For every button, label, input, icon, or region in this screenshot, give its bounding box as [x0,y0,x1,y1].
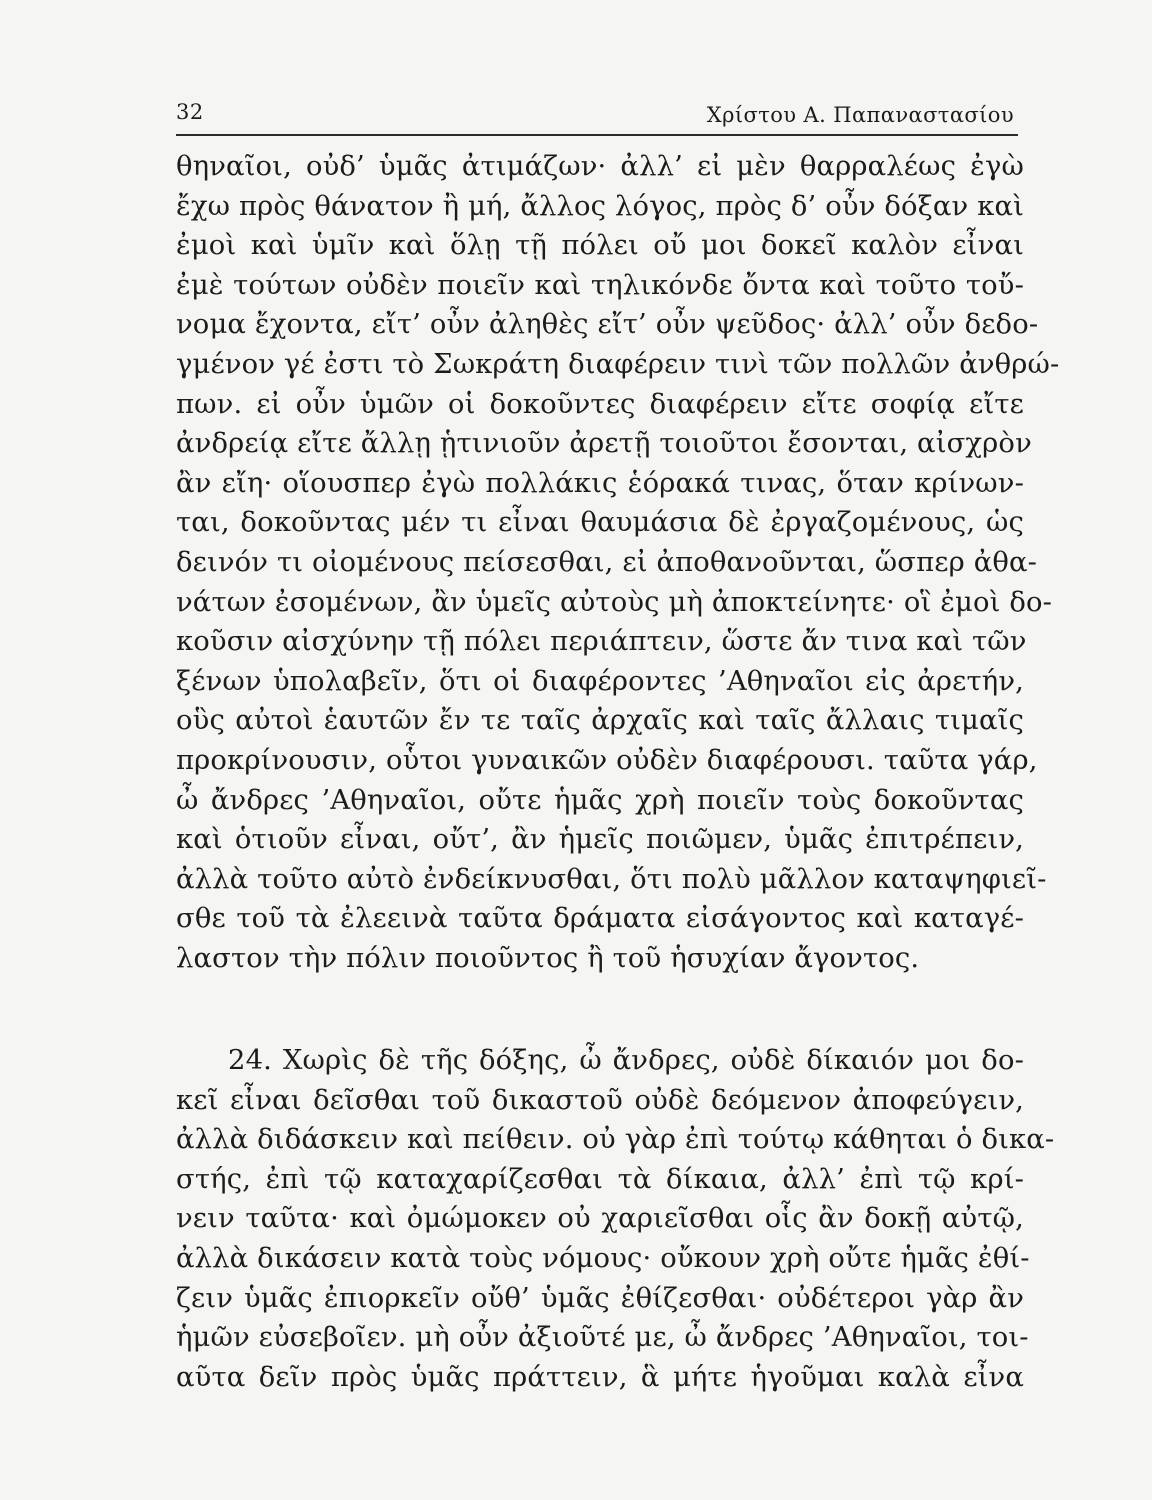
text-line: αῦτα δεῖν πρὸς ὑμᾶς πράττειν, ἃ μήτε ἡγοῦμαι καλὰ εἶνα [176,1361,1024,1393]
text-line: ται, δοκοῦντας μέν τι εἶναι θαυμάσια δὲ ἐργαζομένους, ὡς [176,507,1024,539]
text-line: σθε τοῦ τὰ ἐλεεινὰ ταῦτα δράματα εἰσάγοντος καὶ καταγέ- [176,903,1024,935]
text-line: γμένον γέ ἐστι τὸ Σωκράτη διαφέρειν τινὶ τῶν πολλῶν ἀνθρώ- [176,348,1060,380]
header-rule [176,134,1018,136]
text-line: κεῖ εἶναι δεῖσθαι τοῦ δικαστοῦ οὐδὲ δεόμενον ἀποφεύγειν, [176,1084,1024,1116]
running-head-author: Χρίστου Α. Παπαναστασίου [706,103,1014,127]
text-line: 24. Χωρὶς δὲ τῆς δόξης, ὦ ἄνδρες, οὐδὲ δίκαιόν μοι δο- [228,1045,1024,1076]
text-line: δεινόν τι οἰομένους πείσεσθαι, εἰ ἀποθανοῦνται, ὥσπερ ἀθα- [176,546,1038,578]
text-line: κοῦσιν αἰσχύνην τῇ πόλει περιάπτειν, ὥστε ἄν τινα καὶ τῶν [176,626,1027,658]
text-line: καὶ ὁτιοῦν εἶναι, οὔτ’, ἂν ἡμεῖς ποιῶμεν, ὑμᾶς ἐπιτρέπειν, [176,824,1024,856]
text-line: ζειν ὑμᾶς ἐπιορκεῖν οὔθ’ ὑμᾶς ἐθίζεσθαι· οὐδέτεροι γὰρ ἂν [176,1282,1024,1314]
text-line: ὦ ἄνδρες ’Αθηναῖοι, οὔτε ἡμᾶς χρὴ ποιεῖν τοὺς δοκοῦντας [176,784,1024,816]
paragraph-continuation [176,147,1060,978]
text-line: ἀλλὰ τοῦτο αὐτὸ ἐνδείκνυσθαι, ὅτι πολὺ μᾶλλον καταψηφιεῖ- [176,863,1047,895]
text-line: στής, ἐπὶ τῷ καταχαρίζεσθαι τὰ δίκαια, ἀλλ’ ἐπὶ τῷ κρί- [176,1163,1024,1195]
page-number: 32 [176,100,204,124]
text-line: ἔχω πρὸς θάνατον ἢ μή, ἄλλος λόγος, πρὸς δ’ οὖν δόξαν καὶ [176,190,1024,222]
text-line: ἀλλὰ δικάσειν κατὰ τοὺς νόμους· οὔκουν χρὴ οὔτε ἡμᾶς ἐθί- [176,1242,1030,1274]
text-line: ξένων ὑπολαβεῖν, ὅτι οἱ διαφέροντες ’Αθηναῖοι εἰς ἀρετήν, [176,665,1024,697]
text-line: οὓς αὐτοὶ ἑαυτῶν ἔν τε ταῖς ἀρχαῖς καὶ ταῖς ἄλλαις τιμαῖς [176,705,1024,737]
text-line: ἡμῶν εὐσεβοῖεν. μὴ οὖν ἀξιοῦτέ με, ὦ ἄνδρες ’Αθηναῖοι, τοι- [176,1322,1029,1354]
text-line: ἐμοὶ καὶ ὑμῖν καὶ ὅλῃ τῇ πόλει οὔ μοι δοκεῖ καλὸν εἶναι [176,230,1024,262]
text-line: νάτων ἐσομένων, ἂν ὑμεῖς αὐτοὺς μὴ ἀποκτείνητε· οἳ ἐμοὶ δο- [176,586,1053,618]
text-line: νειν ταῦτα· καὶ ὀμώμοκεν οὐ χαριεῖσθαι οἷς ἂν δοκῇ αὐτῷ, [176,1203,1024,1235]
text-line: ἐμὲ τούτων οὐδὲν ποιεῖν καὶ τηλικόνδε ὄντα καὶ τοῦτο τοὔ- [176,269,1024,301]
section-24-paragraph [176,1041,1055,1397]
text-line: θηναῖοι, οὐδ’ ὑμᾶς ἀτιμάζων· ἀλλ’ εἰ μὲν θαρραλέως ἐγὼ [176,151,1024,182]
text-line: ἀλλὰ διδάσκειν καὶ πείθειν. οὐ γὰρ ἐπὶ τούτῳ κάθηται ὁ δικα- [176,1124,1055,1156]
text-line: προκρίνουσιν, οὗτοι γυναικῶν οὐδὲν διαφέρουσι. ταῦτα γάρ, [176,744,1038,776]
text-line: ἀνδρείᾳ εἴτε ἄλλῃ ᾑτινιοῦν ἀρετῇ τοιοῦτοι ἔσονται, αἰσχρὸν [176,428,1032,460]
text-line: λαστον τὴν πόλιν ποιοῦντος ἢ τοῦ ἡσυχίαν ἄγοντος. [176,942,920,974]
text-line: πων. εἰ οὖν ὑμῶν οἱ δοκοῦντες διαφέρειν εἴτε σοφίᾳ εἴτε [176,388,1024,420]
page-header [176,100,1018,134]
text-line: ἂν εἴη· οἵουσπερ ἐγὼ πολλάκις ἑόρακά τινας, ὅταν κρίνων- [176,467,1024,499]
text-line: νομα ἔχοντα, εἴτ’ οὖν ἀληθὲς εἴτ’ οὖν ψεῦδος· ἀλλ’ οὖν δεδο- [176,309,1039,341]
